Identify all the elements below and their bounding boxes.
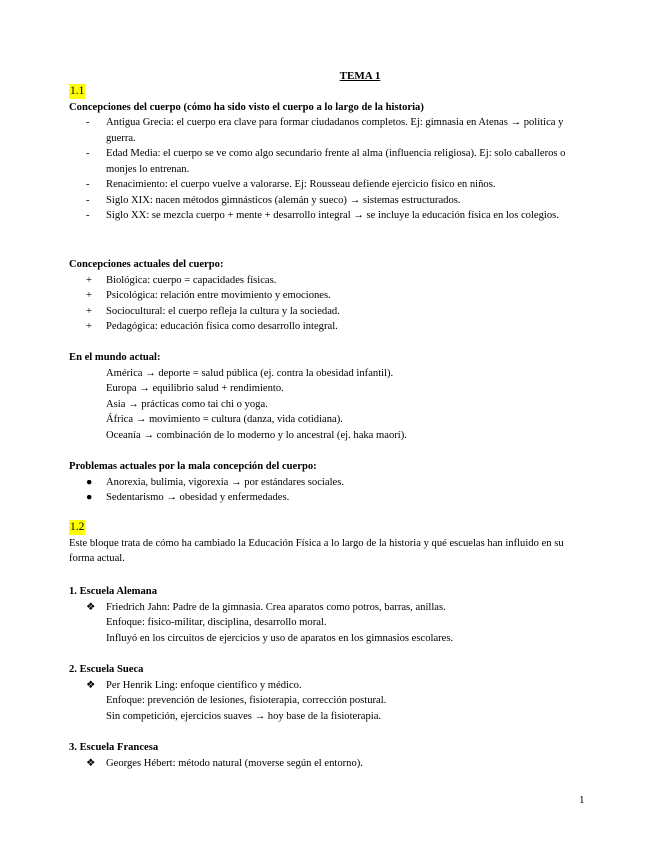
list-item: + Sociocultural: el cuerpo refleja la cultura y la sociedad. <box>86 305 340 317</box>
problemas-list <box>69 475 589 506</box>
alemana-line: Influyó en los circuitos de ejercicios y uso de aparatos en los gimnasios escolares. <box>106 632 454 644</box>
section-escuela-alemana <box>69 584 589 646</box>
actuales-heading: Concepciones actuales del cuerpo: <box>69 259 224 270</box>
mundo-line: Europa → equilibrio salud + rendimiento. <box>106 383 284 394</box>
section-label-1-2: 1.2 <box>70 521 85 533</box>
section-label-1-1: 1.1 <box>70 85 85 97</box>
section-escuela-sueca <box>69 662 589 724</box>
list-item: + Psicológica: relación entre movimiento y emociones. <box>86 290 331 301</box>
list-item: + Biológica: cuerpo = capacidades físicas. <box>86 274 277 286</box>
mundo-line: América → deporte = salud pública (ej. contra la obesidad infantil). <box>106 367 394 379</box>
list-item: - Renacimiento: el cuerpo vuelve a valorarse. Ej: Rousseau defiende ejercicio físico en niños. <box>86 179 496 190</box>
list-item: ❖ Per Henrik Ling: enfoque científico y médico. <box>86 679 302 691</box>
list-item: - Antigua Grecia: el cuerpo era clave para formar ciudadanos completos. Ej: gimnasia en Atenas → política y guerra. <box>86 117 564 144</box>
list-item: - Siglo XIX: nacen métodos gimnásticos (alemán y sueco) → sistemas estructurados. <box>86 194 461 206</box>
concepciones-heading: Concepciones del cuerpo (cómo ha sido visto el cuerpo a lo largo de la historia) <box>69 101 424 113</box>
alemana-list <box>69 600 589 616</box>
section-1-2-intro: Este bloque trata de cómo ha cambiado la Educación Física a lo largo de la historia y qué escuelas han influido en su forma actual. <box>69 537 564 564</box>
alemana-line: Enfoque: físico-militar, disciplina, desarrollo moral. <box>106 617 327 628</box>
list-item: - Siglo XX: se mezcla cuerpo + mente + desarrollo integral → se incluye la educación física en los colegios. <box>86 210 559 221</box>
page-number: 1 <box>579 794 585 806</box>
list-item: ● Anorexia, bulimia, vigorexia → por estándares sociales. <box>86 476 344 488</box>
problemas-heading: Problemas actuales por la mala concepción del cuerpo: <box>69 461 317 472</box>
francesa-heading: 3. Escuela Francesa <box>69 742 159 753</box>
alemana-heading: 1. Escuela Alemana <box>69 586 157 597</box>
section-1-1 <box>69 84 589 224</box>
page-title: TEMA 1 <box>339 70 381 82</box>
section-concepciones-actuales <box>69 257 589 335</box>
list-item: ❖ Georges Hébert: método natural (moverse según el entorno). <box>86 757 363 769</box>
section-1-2 <box>69 520 589 567</box>
list-item: ● Sedentarismo → obesidad y enfermedades. <box>86 492 290 503</box>
mundo-line: África → movimiento = cultura (danza, vida cotidiana). <box>106 414 343 425</box>
concepciones-list <box>69 115 589 224</box>
francesa-list <box>69 756 589 772</box>
sueca-heading: 2. Escuela Sueca <box>69 664 144 675</box>
mundo-line: Asia → prácticas como tai chi o yoga. <box>106 398 268 410</box>
list-item: ❖ Friedrich Jahn: Padre de la gimnasia. Crea aparatos como potros, barras, anillas. <box>86 601 446 613</box>
mundo-line: Oceanía → combinación de lo moderno y lo ancestral (ej. haka maorí). <box>106 429 407 441</box>
sueca-line: Sin competición, ejercicios suaves → hoy base de la fisioterapia. <box>106 710 382 722</box>
section-escuela-francesa <box>69 740 589 771</box>
mundo-heading: En el mundo actual: <box>69 352 161 363</box>
section-problemas <box>69 459 589 506</box>
sueca-line: Enfoque: prevención de lesiones, fisioterapia, corrección postural. <box>106 695 387 706</box>
actuales-list <box>69 273 589 335</box>
section-mundo-actual <box>69 350 589 443</box>
sueca-list <box>69 678 589 694</box>
list-item: - Edad Media: el cuerpo se ve como algo secundario frente al alma (influencia religiosa). Ej: solo caballeros o monjes lo entrenan. <box>86 148 566 175</box>
list-item: + Pedagógica: educación física como desarrollo integral. <box>86 321 338 332</box>
